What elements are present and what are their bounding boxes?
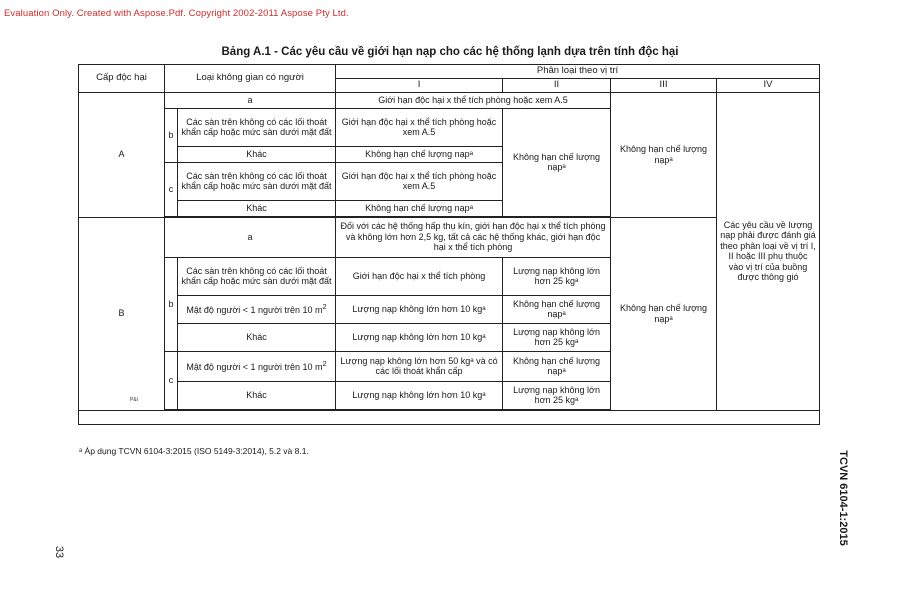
b-b-other-loc2: Lượng nạp không lớn hơn 25 kgᵃ	[503, 323, 611, 351]
b-c-other: Khác	[178, 381, 336, 409]
header-space: Loại không gian có người	[165, 65, 336, 93]
b-sub-b: b	[165, 257, 178, 351]
a-loc2: Không hạn chế lượng nạpᵃ	[503, 108, 611, 216]
a-b-other: Khác	[178, 146, 336, 162]
table-title: Bảng A.1 - Các yêu cầu về giới hạn nạp cho các hệ thống lạnh dựa trên tính độc hại	[221, 46, 679, 58]
a-b-floor-loc1: Giới hạn độc hại x thể tích phòng hoặc xem A.5	[336, 108, 503, 146]
class-a-cell: A	[79, 92, 165, 217]
b-c-other-loc2: Lượng nạp không lớn hơn 25 kgᵃ	[503, 381, 611, 409]
a-sub-a: a	[165, 92, 336, 108]
a-c-other: Khác	[178, 200, 336, 216]
header-location: Phân loại theo vị trí	[336, 65, 820, 79]
watermark: Evaluation Only. Created with Aspose.Pdf. Copyright 2002-2011 Aspose Pty Ltd.	[4, 8, 349, 19]
b-sub-c: c	[165, 351, 178, 409]
a-b-other-loc1: Không hạn chế lượng nạpᵃ	[336, 146, 503, 162]
header-loc-1: I	[336, 79, 503, 93]
a-a-loc1-2: Giới hạn độc hại x thể tích phòng hoặc xem A.5	[336, 92, 611, 108]
header-loc-4: IV	[717, 79, 820, 93]
header-loc-3: III	[611, 79, 717, 93]
b-c-other-loc1: Lượng nạp không lớn hơn 10 kgᵃ	[336, 381, 503, 409]
a-c-floor-loc1: Giới hạn độc hại x thể tích phòng hoặc xem A.5	[336, 162, 503, 200]
class-b-label: B	[118, 308, 125, 319]
b-loc3: Không hạn chế lượng nạpᵃ	[611, 217, 717, 410]
charge-limit-table	[78, 64, 820, 425]
a-sub-b: b	[165, 108, 178, 162]
b-b-other-loc1: Lượng nạp không lớn hơn 10 kgᵃ	[336, 323, 503, 351]
b-a-loc1-2: Đối với các hệ thống hấp thụ kín, giới hạn độc hại x thể tích phòng và không lớn hơn 2,5 kg, tất cả các hệ thống khác, giới hạn độc hại x thể tích phòng	[336, 217, 611, 257]
header-class: Cấp độc hại	[79, 65, 165, 93]
a-c-other-loc1: Không hạn chế lượng nạpᵃ	[336, 200, 503, 216]
page-number-text: 33	[53, 545, 65, 559]
page-number	[51, 540, 67, 564]
b-b-density: Mật độ người < 1 người trên 10 $m^2$	[178, 295, 336, 323]
b-b-density-loc1: Lượng nạp không lớn hơn 10 kgᵃ	[336, 295, 503, 323]
b-c-density: Mật độ người < 1 người trên 10 $m^2$	[178, 351, 336, 381]
footnote-row	[79, 410, 820, 424]
standard-code	[833, 438, 853, 558]
footnote: ᵃ Áp dụng TCVN 6104-3:2015 (ISO 5149-3:2014), 5.2 và 8.1.	[79, 446, 309, 456]
b-c-density-loc2: Không hạn chế lượng nạpᵃ	[503, 351, 611, 381]
b-b-floor-loc1: Giới hạn độc hại x thể tích phòng	[336, 257, 503, 295]
b-b-other: Khác	[178, 323, 336, 351]
header-loc-2: II	[503, 79, 611, 93]
class-b-cell	[79, 217, 165, 410]
a-b-floor: Các sàn trên không có các lối thoát khẩn cấp hoặc mức sàn dưới mặt đất	[178, 108, 336, 146]
b-sub-a: a	[165, 217, 336, 257]
standard-code-text: TCVN 6104-1:2015	[837, 450, 849, 546]
a-loc3: Không hạn chế lượng nạpᵃ	[611, 92, 717, 217]
b-c-density-loc1: Lượng nạp không lớn hơn 50 kgᵃ và có các lối thoát khẩn cấp	[336, 351, 503, 381]
b-b-floor-loc2: Lượng nạp không lớn hơn 25 kgᵃ	[503, 257, 611, 295]
a-c-floor: Các sàn trên không có các lối thoát khẩn cấp hoặc mức sàn dưới mặt đất	[178, 162, 336, 200]
loc4-all: Các yêu cầu về lượng nạp phải được đánh giá theo phân loại về vị trí I, II hoặc III phụ thuộc vào vị trí của buồng được thông gió	[717, 92, 820, 410]
stray-mark: P&I	[130, 397, 139, 403]
b-b-density-loc2: Không hạn chế lượng nạpᵃ	[503, 295, 611, 323]
b-b-floor: Các sàn trên không có các lối thoát khẩn cấp hoặc mức sàn dưới mặt đất	[178, 257, 336, 295]
a-sub-c: c	[165, 162, 178, 216]
